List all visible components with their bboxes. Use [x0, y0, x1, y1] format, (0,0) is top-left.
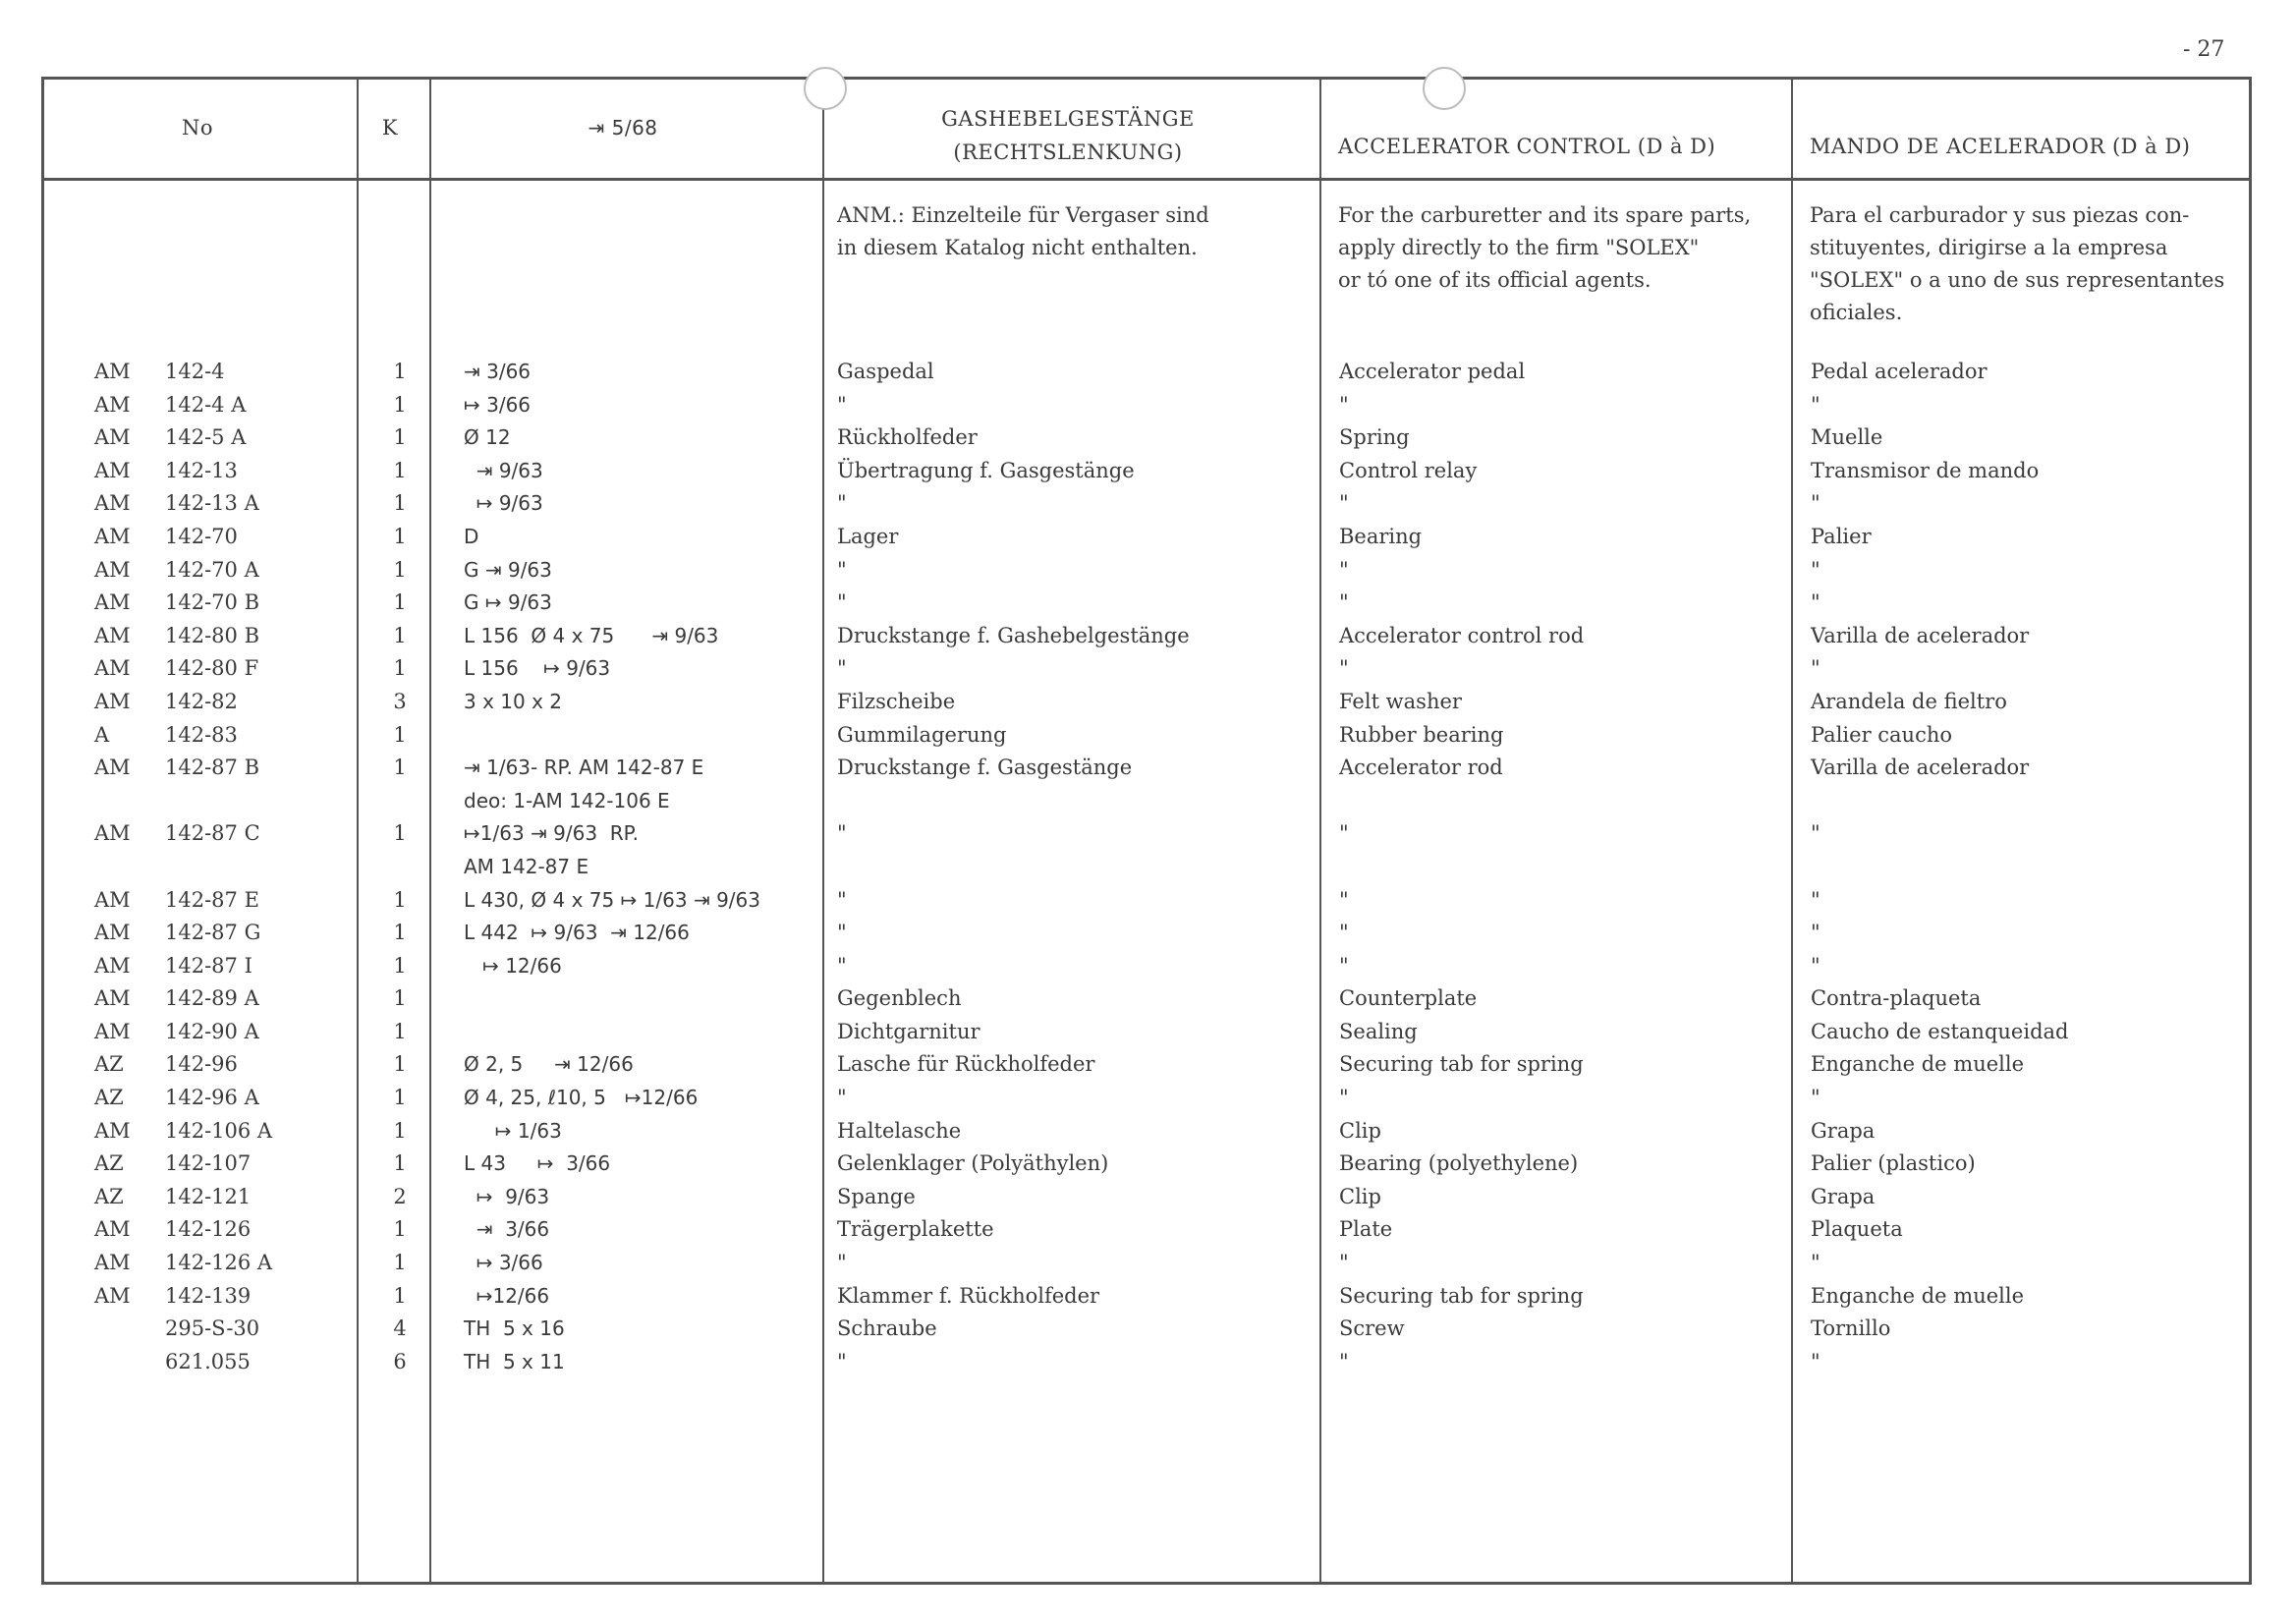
part-number: 142-87 I: [165, 953, 252, 978]
part-prefix: AM: [94, 887, 131, 912]
description-en: Control relay: [1339, 458, 1478, 482]
description-de: ": [837, 921, 847, 945]
remark: ↦ 9/63: [464, 491, 543, 516]
description-de: ": [837, 491, 847, 516]
description-es: ": [1811, 491, 1820, 516]
description-es: Grapa: [1811, 1118, 1876, 1143]
part-number: 142-89 A: [165, 986, 259, 1011]
quantity: 1: [393, 491, 407, 516]
remark: Ø 4, 25, ℓ10, 5 ↦12/66: [464, 1086, 699, 1110]
part-prefix: AM: [94, 986, 131, 1011]
part-prefix: A: [94, 722, 110, 747]
quantity: 1: [393, 557, 407, 582]
part-prefix: AM: [94, 557, 131, 582]
quantity: 1: [393, 1151, 407, 1176]
part-number: 142-87 B: [165, 756, 260, 780]
description-en: Accelerator pedal: [1339, 360, 1526, 383]
header-de-line1: GASHEBELGESTÄNGE: [941, 107, 1195, 131]
description-es: ": [1811, 656, 1820, 681]
description-en: Rubber bearing: [1339, 722, 1504, 747]
note-line: apply directly to the firm "SOLEX": [1338, 236, 1700, 259]
table-row: [0, 821, 2296, 855]
table-row: [0, 491, 2296, 525]
table-row: [0, 789, 2296, 822]
description-de: Haltelasche: [837, 1118, 962, 1143]
part-number: 142-4 A: [165, 392, 247, 417]
description-en: Felt washer: [1339, 689, 1462, 713]
remark: ↦ 9/63: [464, 1184, 550, 1208]
part-prefix: AM: [94, 491, 131, 516]
quantity: 3: [393, 689, 407, 713]
remark: L 156 Ø 4 x 75 ⇥ 9/63: [464, 623, 719, 647]
remark: ↦ 1/63: [464, 1118, 562, 1143]
description-de: Filzscheibe: [837, 689, 956, 713]
description-es: ": [1811, 392, 1820, 417]
table-row: [0, 624, 2296, 657]
part-prefix: AM: [94, 392, 131, 417]
part-number: 142-70: [165, 524, 238, 548]
part-number: 142-5 A: [165, 425, 247, 450]
part-prefix: AM: [94, 921, 131, 945]
description-en: ": [1339, 590, 1349, 615]
quantity: 1: [393, 1118, 407, 1143]
description-es: Caucho de estanqueidad: [1811, 1019, 2069, 1043]
quantity: 4: [393, 1316, 407, 1341]
description-en: Counterplate: [1339, 986, 1478, 1011]
remark: L 442 ↦ 9/63 ⇥ 12/66: [464, 921, 690, 945]
header-k: K: [381, 116, 399, 140]
description-es: Palier caucho: [1811, 722, 1953, 747]
table-row: [0, 1217, 2296, 1251]
table-row: [0, 855, 2296, 888]
description-de: Gaspedal: [837, 360, 934, 383]
description-es: ": [1811, 557, 1820, 582]
quantity: 1: [393, 1251, 407, 1275]
description-es: Plaqueta: [1811, 1217, 1903, 1242]
remark: ⇥ 3/66: [464, 1217, 550, 1242]
description-es: ": [1811, 1349, 1820, 1373]
remark: L 430, Ø 4 x 75 ↦ 1/63 ⇥ 9/63: [464, 887, 760, 912]
part-number: 621.055: [165, 1349, 251, 1373]
table-row: [0, 1185, 2296, 1218]
quantity: 1: [393, 921, 407, 945]
remark: ⇥ 1/63- RP. AM 142-87 E: [464, 756, 704, 780]
part-number: 142-80 F: [165, 656, 259, 681]
part-prefix: AZ: [94, 1184, 124, 1208]
description-en: ": [1339, 953, 1349, 978]
note-de: [837, 199, 1209, 264]
part-number: 295-S-30: [165, 1316, 260, 1341]
remark: ↦1/63 ⇥ 9/63 RP.: [464, 821, 639, 846]
description-es: Muelle: [1811, 425, 1883, 450]
table-row: [0, 590, 2296, 624]
description-en: Screw: [1339, 1316, 1405, 1341]
description-de: ": [837, 392, 847, 417]
description-en: Securing tab for spring: [1339, 1052, 1584, 1077]
quantity: 1: [393, 953, 407, 978]
description-en: ": [1339, 656, 1349, 681]
quantity: 1: [393, 1283, 407, 1308]
note-line: in diesem Katalog nicht enthalten.: [837, 236, 1198, 259]
quantity: 1: [393, 458, 407, 482]
description-es: Enganche de muelle: [1811, 1283, 2025, 1308]
quantity: 1: [393, 360, 407, 383]
note-line: "SOLEX" o a uno de sus representantes: [1810, 268, 2225, 292]
remark: G ⇥ 9/63: [464, 557, 552, 582]
table-row: [0, 1284, 2296, 1317]
description-de: ": [837, 1349, 847, 1373]
description-en: Spring: [1339, 425, 1410, 450]
description-de: ": [837, 887, 847, 912]
quantity: 1: [393, 887, 407, 912]
remark: ↦ 3/66: [464, 1251, 543, 1275]
description-es: Varilla de acelerador: [1811, 756, 2030, 780]
quantity: 1: [393, 1019, 407, 1043]
table-row: [0, 1119, 2296, 1152]
table-row: [0, 425, 2296, 459]
header-en: ACCELERATOR CONTROL (D à D): [1338, 135, 1716, 158]
quantity: 1: [393, 425, 407, 450]
table-row: [0, 723, 2296, 756]
description-es: Palier (plastico): [1811, 1151, 1976, 1176]
quantity: 1: [393, 821, 407, 846]
part-number: 142-70 A: [165, 557, 259, 582]
description-de: Lasche für Rückholfeder: [837, 1052, 1095, 1077]
part-prefix: AM: [94, 953, 131, 978]
quantity: 2: [393, 1184, 407, 1208]
table-row: [0, 459, 2296, 492]
description-en: Clip: [1339, 1184, 1381, 1208]
remark: ↦ 12/66: [464, 953, 562, 978]
part-prefix: AZ: [94, 1052, 124, 1077]
description-de: ": [837, 821, 847, 846]
remark: TH 5 x 11: [464, 1349, 565, 1373]
description-de: ": [837, 590, 847, 615]
description-es: ": [1811, 1086, 1820, 1110]
part-number: 142-82: [165, 689, 238, 713]
description-en: Securing tab for spring: [1339, 1283, 1584, 1308]
part-prefix: AM: [94, 524, 131, 548]
part-prefix: AM: [94, 656, 131, 681]
note-line: For the carburetter and its spare parts,: [1338, 203, 1752, 227]
quantity: 1: [393, 1086, 407, 1110]
table-row: [0, 393, 2296, 426]
part-number: 142-4: [165, 360, 225, 383]
header-divider: [44, 178, 2249, 181]
description-de: Gummilagerung: [837, 722, 1007, 747]
quantity: 1: [393, 392, 407, 417]
part-number: 142-70 B: [165, 590, 260, 615]
description-es: Arandela de fieltro: [1811, 689, 2007, 713]
description-de: Schraube: [837, 1316, 937, 1341]
table-row: [0, 1151, 2296, 1185]
part-prefix: AZ: [94, 1151, 124, 1176]
part-number: 142-121: [165, 1184, 252, 1208]
description-de: Gelenklager (Polyäthylen): [837, 1151, 1109, 1176]
remark: ↦12/66: [464, 1283, 550, 1308]
remark: L 43 ↦ 3/66: [464, 1151, 611, 1176]
description-es: Contra-plaqueta: [1811, 986, 1982, 1011]
quantity: 1: [393, 756, 407, 780]
part-number: 142-80 B: [165, 623, 260, 647]
part-prefix: AM: [94, 360, 131, 383]
description-en: ": [1339, 887, 1349, 912]
description-de: Trägerplakette: [837, 1217, 994, 1242]
description-es: ": [1811, 1251, 1820, 1275]
header-no: No: [181, 116, 214, 140]
part-prefix: AM: [94, 623, 131, 647]
description-en: ": [1339, 557, 1349, 582]
part-prefix: AZ: [94, 1086, 124, 1110]
part-prefix: AM: [94, 425, 131, 450]
quantity: 1: [393, 656, 407, 681]
part-prefix: AM: [94, 1251, 131, 1275]
remark: D: [464, 524, 479, 548]
description-en: Sealing: [1339, 1019, 1418, 1043]
remark: 3 x 10 x 2: [464, 689, 562, 713]
parts-rows: [0, 360, 2296, 1382]
part-prefix: AM: [94, 756, 131, 780]
description-en: Plate: [1339, 1217, 1393, 1242]
description-en: Bearing (polyethylene): [1339, 1151, 1579, 1176]
remark: Ø 12: [464, 425, 511, 450]
part-number: 142-87 E: [165, 887, 259, 912]
quantity: 6: [393, 1349, 407, 1373]
description-de: Druckstange f. Gashebelgestänge: [837, 623, 1190, 647]
description-es: Palier: [1811, 524, 1872, 548]
description-de: Klammer f. Rückholfeder: [837, 1283, 1100, 1308]
part-number: 142-13 A: [165, 491, 259, 516]
description-de: Dichtgarnitur: [837, 1019, 980, 1043]
part-number: 142-87 G: [165, 921, 261, 945]
part-prefix: AM: [94, 689, 131, 713]
part-number: 142-139: [165, 1283, 252, 1308]
description-en: ": [1339, 921, 1349, 945]
part-number: 142-126 A: [165, 1251, 273, 1275]
description-de: ": [837, 1086, 847, 1110]
note-es: [1810, 199, 2224, 329]
quantity: 1: [393, 722, 407, 747]
table-row: [0, 986, 2296, 1020]
description-en: Accelerator control rod: [1339, 623, 1585, 647]
table-row: [0, 921, 2296, 954]
description-en: ": [1339, 1086, 1349, 1110]
header-de-line2: (RECHTSLENKUNG): [953, 140, 1183, 164]
description-en: Bearing: [1339, 524, 1423, 548]
quantity: 1: [393, 1217, 407, 1242]
description-es: Varilla de acelerador: [1811, 623, 2030, 647]
part-number: 142-96: [165, 1052, 238, 1077]
description-de: Rückholfeder: [837, 425, 978, 450]
part-number: 142-106 A: [165, 1118, 273, 1143]
description-de: Spange: [837, 1184, 916, 1208]
description-de: Übertragung f. Gasgestänge: [837, 458, 1135, 482]
note-en: [1338, 199, 1751, 297]
description-en: ": [1339, 491, 1349, 516]
part-prefix: AM: [94, 821, 131, 846]
description-es: ": [1811, 921, 1820, 945]
quantity: 1: [393, 1052, 407, 1077]
page-number: - 27: [2183, 37, 2225, 62]
note-line: ANM.: Einzelteile für Vergaser sind: [837, 203, 1209, 227]
description-en: Clip: [1339, 1118, 1381, 1143]
table-row: [0, 756, 2296, 789]
table-row: [0, 954, 2296, 987]
description-en: ": [1339, 392, 1349, 417]
header-de: [819, 102, 1316, 169]
table-row: [0, 1086, 2296, 1119]
description-es: Tornillo: [1811, 1316, 1891, 1341]
part-number: 142-87 C: [165, 821, 260, 846]
description-es: ": [1811, 953, 1820, 978]
part-prefix: AM: [94, 1019, 131, 1043]
description-de: Lager: [837, 524, 899, 548]
description-de: ": [837, 953, 847, 978]
remark: ⇥ 9/63: [464, 458, 543, 482]
part-number: 142-96 A: [165, 1086, 259, 1110]
description-de: Gegenblech: [837, 986, 962, 1011]
table-row: [0, 656, 2296, 690]
part-number: 142-13: [165, 458, 238, 482]
table-row: [0, 690, 2296, 723]
quantity: 1: [393, 524, 407, 548]
remark: Ø 2, 5 ⇥ 12/66: [464, 1052, 634, 1077]
table-row: [0, 1251, 2296, 1284]
description-es: ": [1811, 887, 1820, 912]
description-de: ": [837, 1251, 847, 1275]
description-es: ": [1811, 590, 1820, 615]
remark: TH 5 x 16: [464, 1316, 565, 1341]
description-en: ": [1339, 821, 1349, 846]
punch-hole: [1423, 67, 1466, 110]
table-row: [0, 1350, 2296, 1383]
note-line: or tó one of its official agents.: [1338, 268, 1652, 292]
part-prefix: AM: [94, 1118, 131, 1143]
remark: G ↦ 9/63: [464, 590, 552, 615]
header-es: MANDO DE ACELERADOR (D à D): [1810, 135, 2191, 158]
part-number: 142-107: [165, 1151, 252, 1176]
description-de: Druckstange f. Gasgestänge: [837, 756, 1133, 780]
remark: deo: 1-AM 142-106 E: [464, 788, 670, 812]
quantity: 1: [393, 590, 407, 615]
part-number: 142-126: [165, 1217, 252, 1242]
table-row: [0, 360, 2296, 393]
table-row: [0, 1316, 2296, 1350]
description-en: Accelerator rod: [1339, 756, 1503, 780]
description-es: Transmisor de mando: [1811, 458, 2040, 482]
table-row: [0, 1052, 2296, 1086]
description-de: ": [837, 656, 847, 681]
description-en: ": [1339, 1349, 1349, 1373]
description-es: ": [1811, 821, 1820, 846]
quantity: 1: [393, 623, 407, 647]
part-prefix: AM: [94, 1283, 131, 1308]
remark: L 156 ↦ 9/63: [464, 656, 611, 681]
table-row: [0, 525, 2296, 558]
description-en: ": [1339, 1251, 1349, 1275]
note-line: Para el carburador y sus piezas con-: [1810, 203, 2190, 227]
description-de: ": [837, 557, 847, 582]
remark: AM 142-87 E: [464, 854, 589, 878]
part-prefix: AM: [94, 458, 131, 482]
note-line: oficiales.: [1810, 301, 1903, 324]
part-prefix: AM: [94, 1217, 131, 1242]
remark: ↦ 3/66: [464, 392, 532, 417]
header-remark: ⇥ 5/68: [588, 116, 658, 140]
part-number: 142-83: [165, 722, 238, 747]
quantity: 1: [393, 986, 407, 1011]
note-line: stituyentes, dirigirse a la empresa: [1810, 236, 2168, 259]
table-row: [0, 558, 2296, 591]
table-row: [0, 1020, 2296, 1053]
part-prefix: AM: [94, 590, 131, 615]
description-es: Enganche de muelle: [1811, 1052, 2025, 1077]
remark: ⇥ 3/66: [464, 360, 532, 383]
part-number: 142-90 A: [165, 1019, 259, 1043]
table-row: [0, 888, 2296, 922]
description-es: Pedal acelerador: [1811, 360, 1988, 383]
description-es: Grapa: [1811, 1184, 1876, 1208]
